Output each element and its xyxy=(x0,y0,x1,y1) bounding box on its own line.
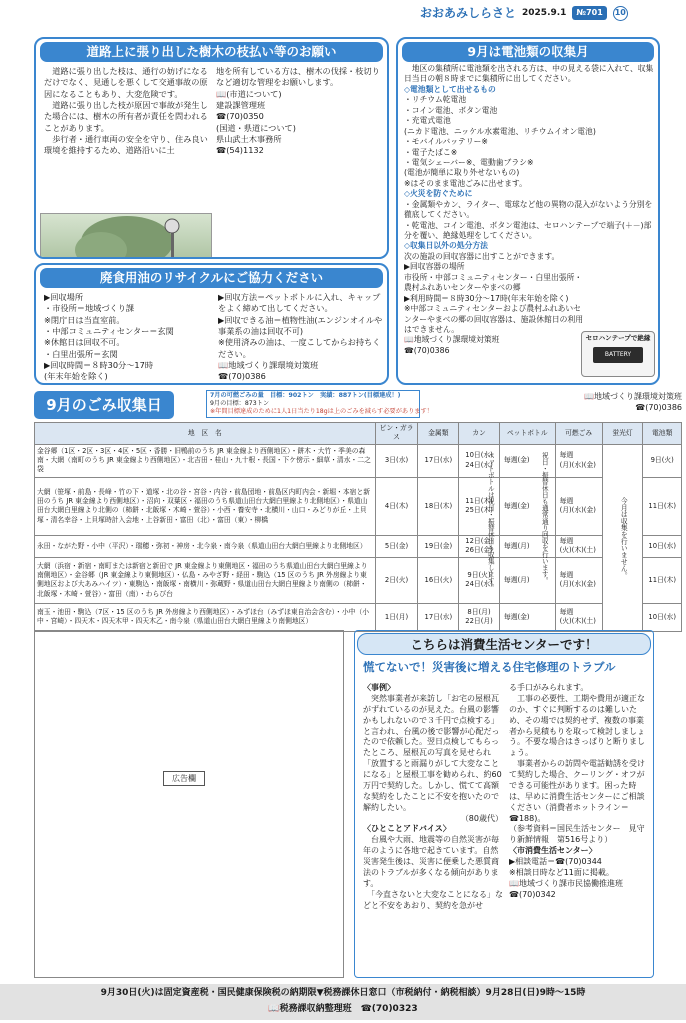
gomi-row xyxy=(35,603,682,631)
ad-label: 広告欄 xyxy=(163,771,205,786)
gomi-can: 9日(火) 24日(水) xyxy=(459,557,500,603)
gomi-area: 大網（笹塚・前島・長峰・竹の下・道塚・北の谷・宮谷・内谷・前島団地・前島区内町内会・新堀・本宿と新田のうち JR 東金線より西側地区）・沼向・双葉区・福田のうち県道山田台大網白里線より北側地区）・県道山田台大網白里線より北側の（柿餅・北飯塚・木崎・萱谷）・小西・養安寺・北横川・山口・みどりが丘・上貝塚・清名幸谷・上貝塚時計入会地・上谷新田・富田（北）・富田（東）・柳橋 xyxy=(35,477,376,535)
gomi-batt: 11日(木) xyxy=(643,557,682,603)
tree-notice xyxy=(34,37,389,259)
gomi-batt: 11日(木) xyxy=(643,477,682,535)
gomi-row xyxy=(35,477,682,535)
issue-date: 2025.9.1 xyxy=(522,7,567,18)
gomi-pet: 毎週(月) xyxy=(499,535,555,557)
oil-notice-right: ▶回収方法＝ペットボトルに入れ、キャップをよく締めて出してください。 ▶回収できる油＝植物性油(エンジンオイルや事業系の油は回収不可) ※使用済みの油は、一度こしてからお持ちください。 📖地域づくり課環境対策班 ☎(70)0386 xyxy=(218,292,383,382)
battery-intro: 地区の集積所に電池類を出される方は、中の見える袋に入れて、収集日当日の朝８時までに集積所に出してください。 xyxy=(404,64,654,84)
gomi-col-bin: ビン・ガラス xyxy=(375,423,418,445)
gomi-col-fluor: 蛍光灯 xyxy=(602,423,643,445)
gomi-bin: 2日(火) xyxy=(375,557,418,603)
gomi-col-area: 地 区 名 xyxy=(35,423,376,445)
page-number: 10 xyxy=(613,6,628,21)
gomi-pet: 毎週(月) xyxy=(499,557,555,603)
consumer-right: る手口がみられます。 工事の必要性、工期や費用が適正なのか、すぐに判断するのは難しいため、その場では契約せず、複数の事業者から見積もりを取って検討しましょう。不要な場合はきっぱりと断りましょう。 事業者からの訪問や電話勧誘を受けて契約した場合、クーリング・オフができる可能性があります。困った時は、早めに消費生活センターにご相談ください（消費者ホットライン＝☎188)。 （参考資料＝国民生活センター 見守り新鮮情報 第516号より） xyxy=(509,683,645,845)
gomi-row xyxy=(35,444,682,477)
tree-notice-left: 道路に張り出した枝は、通行の妨げになるだけでなく、見通しを悪くして交通事故の原因になることもあり、大変危険です。 道路に張り出した枝が原因で事故が発生した場合には、樹木の所有者が責任を問われることがあります。 歩行者・通行車両の安全を守り、住み良い環境を維持するため、道路沿いに土 xyxy=(44,66,208,156)
oil-notice-left: ▶回収場所 ・市役所＝地域づくり課 ※閉庁日は当直室前。 ・中部コミュニティセンター＝玄関 ※休館日は回収不可。 ・白里出張所＝玄関 ▶回収時間＝８時30分～17時 (年末年始を除く) xyxy=(44,292,174,382)
tree-illustration xyxy=(41,214,212,259)
gomi-can: 10日(水) 24日(水) xyxy=(459,444,500,477)
gomi-fluor-note: 今月は収集を行いません。 xyxy=(602,444,643,631)
gomi-bin: 5日(金) xyxy=(375,535,418,557)
battery-other: 次の施設の回収容器に出すことができます。 ▶回収容器の場所 市役所・中部コミュニティセンター・白里出張所・農村ふれあいセンターやまべの郷 ▶利用時間＝８時30分～17時(年末年始を除く) ※中部コミュニティセンターおよび農村ふれあいセンターやまべの郷の回収容器は、施設休館日の利用はできません。 📖地域づくり課環境対策班 ☎(70)0386 xyxy=(404,251,584,355)
gomi-area: 永田・ながた野・小中（平沢）・瑞穂・弥初・神房・北今泉・南今泉（県道山田台大網白里線より北側地区） xyxy=(35,535,376,557)
battery-icon: BATTERY xyxy=(593,347,643,363)
gomi-metal: 19日(金) xyxy=(418,535,459,557)
consumer-age: （80歳代） xyxy=(460,813,503,823)
gomi-burn: 毎週 (月)(水)(金) xyxy=(555,477,602,535)
gomi-row xyxy=(35,535,682,557)
battery-fire: ・金属類やカン、ライター、電球など他の異物の混入がないよう分別を徹底してください。 ・乾電池、コイン電池、ボタン電池は、セロハンテープで端子(＋－)部分を覆い、絶縁処理をしてください。 xyxy=(404,199,653,240)
gomi-burn: 毎週 (月)(水)(金) xyxy=(555,557,602,603)
brand-logo: おおあみしらさと xyxy=(420,5,517,20)
photo-curve-mirror xyxy=(40,213,212,259)
masthead xyxy=(420,2,682,24)
consumer-banner: こちらは消費生活センターです！ xyxy=(357,633,651,655)
gomi-burn: 毎週 (月)(水)(金) xyxy=(555,444,602,477)
gomi-info-note: ※年間目標達成のために1人1日当たり18gは上のごみを減らす必要があります！ xyxy=(210,408,433,416)
gomi-metal: 17日(水) xyxy=(418,444,459,477)
gomi-info-july: 7月の可燃ごみの量 目標：902トン 実績：887トン(目標達成！) xyxy=(210,392,401,399)
gomi-batt: 10日(水) xyxy=(643,535,682,557)
ad-space xyxy=(34,630,344,978)
gomi-contact: 📖地域づくり課環境対策班 ☎(70)0386 xyxy=(584,392,682,413)
tree-notice-right: 地を所有している方は、樹木の伐採・枝切りなど適切な管理をお願いします。 📖(市道について) 建設課管理班 ☎(70)0350 (国道・県道について) 県山武土木事務所 ☎(54)1132 xyxy=(216,66,380,156)
gomi-metal: 17日(水) xyxy=(418,603,459,631)
gomi-col-can: カン xyxy=(459,423,500,445)
gomi-info xyxy=(206,390,433,418)
gomi-col-metal: 金属類 xyxy=(418,423,459,445)
consumer-center-heading: 〈市消費生活センター〉 xyxy=(509,846,597,856)
consumer-advice: 台風や大雨、地震等の自然災害が毎年のように各地で起きています。自然災害発生後は、災害に便乗した悪質商法のトラブルが多くなる傾向があります。 「今直さないと大変なことになる」などと不安をあおり、契約を急がせ xyxy=(363,835,503,910)
oil-notice-title: 廃食用油のリサイクルにご協力ください xyxy=(40,268,383,288)
gomi-title: 9月のごみ収集日 xyxy=(34,391,174,419)
battery-heading-items: ◇電池類として出せるもの xyxy=(404,84,496,94)
gomi-area: 南玉・池田・駒込（7区・15 区のうち JR 外房線より西側地区）・みずほ台（みずほ東自治会含む）・小中（小中・宮崎）・四天木・四天木甲・四天木乙・南今泉（県道山田台大網白里線より南側地区） xyxy=(35,603,376,631)
consumer-center xyxy=(354,630,654,978)
gomi-batt: 9日(火) xyxy=(643,444,682,477)
battery-items: ・リチウム乾電池 ・コイン電池、ボタン電池 ・充電式電池 (ニカド電池、ニッケル水素電池、リチウムイオン電池) ・モバイルバッテリー※ ・電子たばこ※ ・電気シェーバー※、電動歯ブラシ※ (電池が簡単に取り外せないもの) ※はそのまま電池ごみに出せます。 xyxy=(404,95,596,188)
gomi-area: 大網（浜宿・新宿・南町または新宿と新田で JR 東金線より東側地区・福田のうち県道山田台大網白里線より南側地区）・金谷郷（JR 東金線より東側地区）・仏島・みやざ野・経田・駒込（15 区のうち JR 外房線より東側地区および大あみハイツ）・東駒込・南飯塚・南横川・弥蔵野・県道山田台大網白里線より南側の（柿餅・北飯塚・木崎・萱谷）・富田（南）・わらび台 xyxy=(35,557,376,603)
battery-notice xyxy=(396,37,660,385)
gomi-metal: 18日(木) xyxy=(418,477,459,535)
oil-notice xyxy=(34,263,389,385)
consumer-center-contact: ▶相談電話＝☎(70)0344 ※相談日時など11面に掲載。 📖地域づくり課市民協働推進班 ☎(70)0342 xyxy=(509,857,623,899)
gomi-pet-note: ペットボトルは祝日・振替休日も収集します。 xyxy=(486,452,495,591)
gomi-can: 12日(金) 26日(金) xyxy=(459,535,500,557)
tape-illustration xyxy=(581,331,655,377)
consumer-advice-heading: 〈ひとことアドバイス〉 xyxy=(363,824,451,834)
gomi-burn: 毎週 (火)(木)(土) xyxy=(555,603,602,631)
gomi-area: 金谷郷（1区・2区・3区・4区・5区・香勝・旧鴨前のうち JR 東金線より西側地区）・餅木・大竹・季美の森南・大網（南町のうち JR 東金線より西側地区）・北吉田・桂山・九十根・長国・下ケ傍示・細草・清水・二之袋 xyxy=(35,444,376,477)
battery-notice-title: 9月は電池類の収集月 xyxy=(402,42,654,62)
gomi-burn: 毎週 (火)(木)(土) xyxy=(555,535,602,557)
gomi-row xyxy=(35,557,682,603)
gomi-bin: 1日(月) xyxy=(375,603,418,631)
battery-heading-other: ◇収集日以外の処分方法 xyxy=(404,241,488,251)
consumer-case-heading: 〈事例〉 xyxy=(363,683,395,692)
gomi-header-row xyxy=(35,423,682,445)
tax-footer xyxy=(0,984,686,1020)
footer-line-2: 📖税務課収納整理班 ☎(70)0323 xyxy=(268,1004,418,1014)
gomi-metal: 16日(火) xyxy=(418,557,459,603)
gomi-can: 11日(木) 25日(木) xyxy=(459,477,500,535)
gomi-burn-note: 祝日・振替休日も通常通り回収を行います。 xyxy=(540,452,549,584)
gomi-pet: 毎週(金) xyxy=(499,603,555,631)
gomi-col-burn: 可燃ごみ xyxy=(555,423,602,445)
footer-line-1: 9月30日(火)は固定資産税・国民健康保険税の納期限▼税務課休日窓口（市税納付・納税相談）9月28日(日)9時～15時 xyxy=(100,988,586,998)
gomi-col-pet: ペットボトル xyxy=(499,423,555,445)
gomi-bin: 4日(木) xyxy=(375,477,418,535)
gomi-batt: 10日(水) xyxy=(643,603,682,631)
tape-caption: セロハンテープで絶縁 xyxy=(585,334,651,342)
gomi-table xyxy=(34,422,682,632)
consumer-headline: 慌てないで！災害後に増える住宅修理のトラブル xyxy=(363,660,616,674)
gomi-pet: 毎週(金) xyxy=(499,444,555,477)
issue-number: №701 xyxy=(572,6,606,19)
gomi-pet: 毎週(金) xyxy=(499,477,555,535)
gomi-info-target: 9月の目標：873トン xyxy=(210,400,270,408)
tree-notice-title: 道路上に張り出した樹木の枝払い等のお願い xyxy=(40,42,383,62)
gomi-can: 8日(月) 22日(月) xyxy=(459,603,500,631)
gomi-bin: 3日(水) xyxy=(375,444,418,477)
gomi-col-batt: 電池類 xyxy=(643,423,682,445)
consumer-case: 突然事業者が来訪し「お宅の屋根瓦がずれているのが見えた。台風の影響かもしれないので３千円で点検する」と言われ、台風の後で影響が心配だったので依頼した。翌日点検してもらったところ、屋根瓦の写真を見せられ「放置すると雨漏りがして大変なことになる」と屋根工事を勧められ、約60万円で契約した。しかし、慌てて高額な契約をしたことに不安を抱いたので解約したい。 xyxy=(363,693,502,812)
battery-heading-fire: ◇火災を防ぐために xyxy=(404,189,473,199)
